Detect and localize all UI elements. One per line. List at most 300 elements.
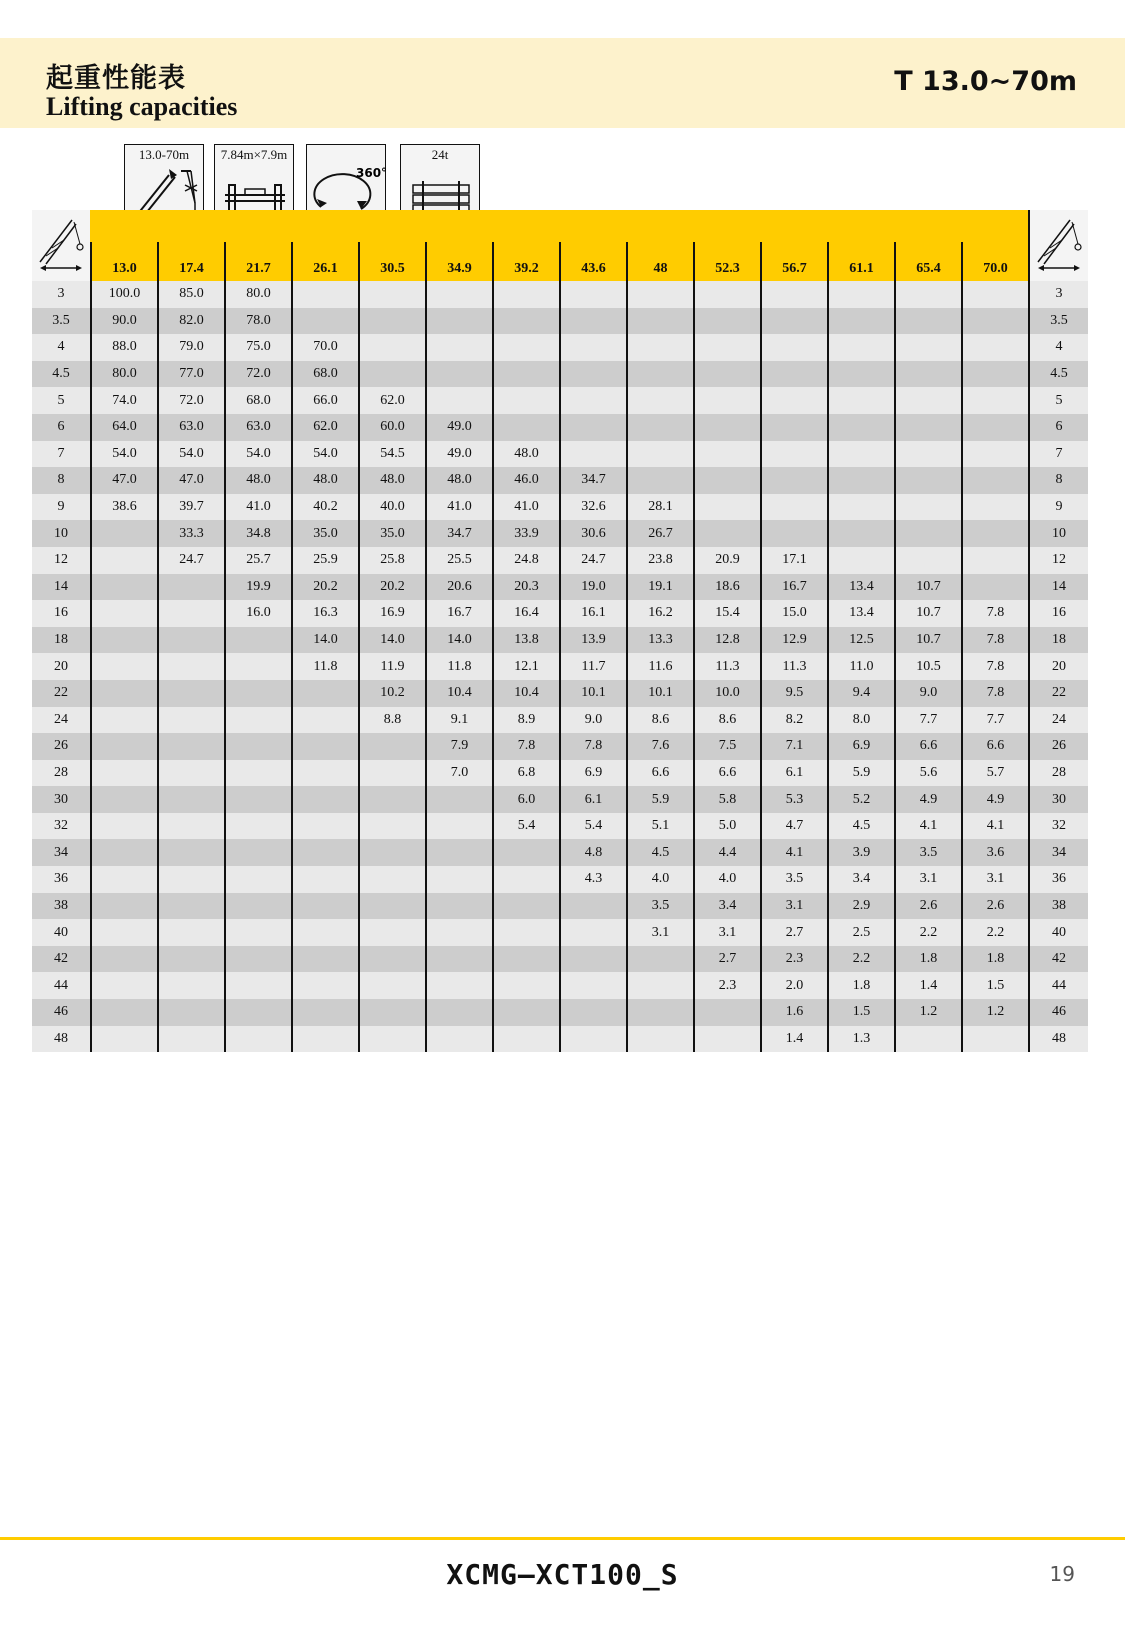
capacity-cell <box>627 361 694 388</box>
capacity-cell <box>426 361 493 388</box>
table-row <box>32 733 1088 760</box>
radius-cell: 42 <box>32 946 91 973</box>
capacity-cell: 4.0 <box>694 866 761 893</box>
capacity-cell: 11.3 <box>694 653 761 680</box>
capacity-cell: 2.3 <box>694 972 761 999</box>
capacity-cell: 9.5 <box>761 680 828 707</box>
table-row <box>32 866 1088 893</box>
capacity-cell: 49.0 <box>426 414 493 441</box>
capacity-cell <box>761 467 828 494</box>
capacity-cell <box>359 281 426 308</box>
capacity-cell: 24.7 <box>560 547 627 574</box>
capacity-cell: 33.9 <box>493 520 560 547</box>
capacity-cell: 5.8 <box>694 786 761 813</box>
capacity-cell <box>292 839 359 866</box>
capacity-cell <box>560 414 627 441</box>
radius-cell: 26 <box>32 733 91 760</box>
capacity-cell: 47.0 <box>91 467 158 494</box>
capacity-cell: 74.0 <box>91 387 158 414</box>
table-row <box>32 760 1088 787</box>
radius-cell: 3 <box>1029 281 1088 308</box>
capacity-cell: 11.9 <box>359 653 426 680</box>
capacity-cell <box>292 919 359 946</box>
boom-length-label: 13.0-70m <box>138 147 190 162</box>
capacity-cell <box>91 999 158 1026</box>
capacity-cell <box>493 361 560 388</box>
capacity-cell: 7.8 <box>962 680 1029 707</box>
capacity-cell: 17.1 <box>761 547 828 574</box>
capacity-cell: 1.3 <box>828 1026 895 1053</box>
capacity-cell: 8.0 <box>828 707 895 734</box>
capacity-cell: 2.2 <box>962 919 1029 946</box>
capacity-cell <box>91 972 158 999</box>
capacity-cell <box>761 414 828 441</box>
capacity-cell: 14.0 <box>292 627 359 654</box>
capacity-cell <box>158 786 225 813</box>
capacity-cell: 4.4 <box>694 839 761 866</box>
table-row <box>32 467 1088 494</box>
capacity-cell <box>627 1026 694 1053</box>
boom-length-header: 65.4 <box>895 210 962 281</box>
capacity-cell <box>359 893 426 920</box>
table-row <box>32 653 1088 680</box>
table-row <box>32 813 1088 840</box>
capacity-cell: 4.5 <box>828 813 895 840</box>
capacity-cell <box>359 839 426 866</box>
radius-cell: 7 <box>1029 441 1088 468</box>
capacity-cell <box>426 946 493 973</box>
capacity-cell: 10.1 <box>627 680 694 707</box>
capacity-cell <box>828 387 895 414</box>
capacity-cell <box>493 1026 560 1053</box>
capacity-cell: 54.0 <box>292 441 359 468</box>
slewing-label: 360° <box>356 166 387 180</box>
capacity-cell <box>895 361 962 388</box>
capacity-cell: 12.9 <box>761 627 828 654</box>
boom-length-header: 52.3 <box>694 210 761 281</box>
radius-cell: 40 <box>1029 919 1088 946</box>
table-row <box>32 999 1088 1026</box>
capacity-cell: 2.3 <box>761 946 828 973</box>
capacity-cell <box>292 680 359 707</box>
capacity-cell: 90.0 <box>91 308 158 335</box>
capacity-cell: 11.3 <box>761 653 828 680</box>
capacity-cell <box>694 441 761 468</box>
capacity-cell: 48.0 <box>292 467 359 494</box>
capacity-cell <box>895 281 962 308</box>
page-number: 19 <box>1049 1562 1075 1586</box>
capacity-cell <box>426 786 493 813</box>
capacity-cell <box>694 414 761 441</box>
capacity-cell <box>493 387 560 414</box>
radius-cell: 30 <box>1029 786 1088 813</box>
capacity-cell <box>962 361 1029 388</box>
radius-cell: 26 <box>1029 733 1088 760</box>
capacity-cell: 3.5 <box>895 839 962 866</box>
capacity-cell <box>828 494 895 521</box>
capacity-cell: 4.9 <box>962 786 1029 813</box>
capacity-cell: 5.6 <box>895 760 962 787</box>
capacity-cell <box>694 1026 761 1053</box>
capacity-cell: 64.0 <box>91 414 158 441</box>
capacity-cell <box>225 760 292 787</box>
radius-cell: 18 <box>32 627 91 654</box>
capacity-cell: 3.1 <box>895 866 962 893</box>
capacity-cell: 2.2 <box>828 946 895 973</box>
capacity-cell: 34.7 <box>426 520 493 547</box>
capacity-cell: 63.0 <box>225 414 292 441</box>
capacity-cell <box>426 281 493 308</box>
capacity-cell: 16.7 <box>761 574 828 601</box>
capacity-cell: 54.0 <box>225 441 292 468</box>
capacity-cell: 54.5 <box>359 441 426 468</box>
capacity-cell <box>895 494 962 521</box>
capacity-cell <box>627 334 694 361</box>
capacity-cell: 82.0 <box>158 308 225 335</box>
capacity-cell <box>627 281 694 308</box>
capacity-cell <box>158 653 225 680</box>
capacity-cell: 10.4 <box>426 680 493 707</box>
capacity-cell <box>359 760 426 787</box>
boom-length-header: 39.2 <box>493 210 560 281</box>
capacity-cell: 24.8 <box>493 547 560 574</box>
radius-cell: 14 <box>1029 574 1088 601</box>
capacity-cell <box>560 893 627 920</box>
radius-cell: 48 <box>32 1026 91 1053</box>
capacity-cell: 18.6 <box>694 574 761 601</box>
capacity-cell: 39.7 <box>158 494 225 521</box>
capacity-cell <box>560 919 627 946</box>
capacity-cell <box>91 813 158 840</box>
radius-cell: 12 <box>1029 547 1088 574</box>
capacity-cell <box>225 839 292 866</box>
boom-length-header: 17.4 <box>158 210 225 281</box>
capacity-cell: 7.0 <box>426 760 493 787</box>
crane-radius-icon <box>32 210 90 272</box>
capacity-cell <box>225 813 292 840</box>
footer-model-name: XCMG—XCT100_S <box>446 1558 679 1591</box>
capacity-cell <box>627 467 694 494</box>
capacity-cell: 4.0 <box>627 866 694 893</box>
capacity-cell <box>560 361 627 388</box>
capacity-cell <box>426 1026 493 1053</box>
capacity-cell <box>962 574 1029 601</box>
capacity-cell: 1.8 <box>828 972 895 999</box>
capacity-cell <box>91 839 158 866</box>
capacity-cell: 6.9 <box>560 760 627 787</box>
capacity-cell: 2.9 <box>828 893 895 920</box>
table-row <box>32 494 1088 521</box>
capacity-cell <box>225 627 292 654</box>
table-row <box>32 946 1088 973</box>
capacity-cell: 2.5 <box>828 919 895 946</box>
table-row <box>32 547 1088 574</box>
capacity-cell: 75.0 <box>225 334 292 361</box>
capacity-cell: 20.3 <box>493 574 560 601</box>
capacity-cell <box>225 919 292 946</box>
capacity-cell <box>426 893 493 920</box>
capacity-cell <box>225 999 292 1026</box>
capacity-cell <box>225 866 292 893</box>
capacity-cell: 6.6 <box>694 760 761 787</box>
capacity-cell: 11.8 <box>292 653 359 680</box>
capacity-cell: 2.6 <box>962 893 1029 920</box>
radius-cell: 4 <box>32 334 91 361</box>
capacity-cell: 12.8 <box>694 627 761 654</box>
radius-cell: 34 <box>32 839 91 866</box>
capacity-cell <box>91 893 158 920</box>
capacity-cell: 5.0 <box>694 813 761 840</box>
capacity-cell: 7.7 <box>895 707 962 734</box>
capacity-cell <box>292 733 359 760</box>
radius-cell: 8 <box>32 467 91 494</box>
capacity-cell: 48.0 <box>225 467 292 494</box>
capacity-cell: 20.2 <box>292 574 359 601</box>
capacity-cell <box>91 946 158 973</box>
capacity-cell: 30.6 <box>560 520 627 547</box>
capacity-cell <box>694 308 761 335</box>
capacity-cell <box>828 281 895 308</box>
capacity-cell <box>694 520 761 547</box>
radius-cell: 6 <box>1029 414 1088 441</box>
capacity-cell <box>158 627 225 654</box>
capacity-cell: 7.5 <box>694 733 761 760</box>
capacity-cell <box>426 839 493 866</box>
capacity-cell <box>91 547 158 574</box>
capacity-cell: 72.0 <box>158 387 225 414</box>
capacity-cell <box>158 600 225 627</box>
radius-cell: 7 <box>32 441 91 468</box>
radius-cell: 4.5 <box>1029 361 1088 388</box>
capacity-cell: 16.4 <box>493 600 560 627</box>
boom-length-header: 30.5 <box>359 210 426 281</box>
capacity-cell: 46.0 <box>493 467 560 494</box>
capacity-cell: 3.1 <box>962 866 1029 893</box>
capacity-cell: 5.4 <box>493 813 560 840</box>
table-row <box>32 972 1088 999</box>
capacity-cell <box>292 308 359 335</box>
capacity-cell <box>493 893 560 920</box>
table-row <box>32 574 1088 601</box>
capacity-cell <box>359 999 426 1026</box>
capacity-cell: 62.0 <box>292 414 359 441</box>
capacity-cell: 60.0 <box>359 414 426 441</box>
capacity-cell: 5.1 <box>627 813 694 840</box>
capacity-cell: 35.0 <box>359 520 426 547</box>
capacity-cell: 19.0 <box>560 574 627 601</box>
capacity-cell: 62.0 <box>359 387 426 414</box>
capacity-cell <box>493 414 560 441</box>
capacity-cell <box>225 893 292 920</box>
outrigger-span-label: 7.84m×7.9m <box>220 147 288 162</box>
capacity-cell: 3.5 <box>627 893 694 920</box>
capacity-cell: 6.6 <box>627 760 694 787</box>
capacity-cell <box>895 414 962 441</box>
capacity-cell: 3.6 <box>962 839 1029 866</box>
capacity-cell <box>225 733 292 760</box>
capacity-cell <box>158 760 225 787</box>
capacity-cell: 10.5 <box>895 653 962 680</box>
capacity-cell <box>91 919 158 946</box>
capacity-cell <box>828 547 895 574</box>
radius-cell: 28 <box>1029 760 1088 787</box>
radius-cell: 5 <box>32 387 91 414</box>
capacity-cell: 49.0 <box>426 441 493 468</box>
capacity-cell: 66.0 <box>292 387 359 414</box>
capacity-cell: 2.0 <box>761 972 828 999</box>
boom-length-header: 43.6 <box>560 210 627 281</box>
capacity-cell: 6.9 <box>828 733 895 760</box>
radius-cell: 10 <box>32 520 91 547</box>
capacity-cell: 47.0 <box>158 467 225 494</box>
capacity-cell <box>560 308 627 335</box>
capacity-cell: 8.6 <box>694 707 761 734</box>
capacity-cell: 11.7 <box>560 653 627 680</box>
capacity-cell <box>828 414 895 441</box>
capacity-cell <box>761 361 828 388</box>
capacity-cell: 20.2 <box>359 574 426 601</box>
capacity-cell: 33.3 <box>158 520 225 547</box>
capacity-cell: 3.5 <box>761 866 828 893</box>
capacity-cell <box>694 281 761 308</box>
capacity-cell: 25.5 <box>426 547 493 574</box>
capacity-cell <box>493 919 560 946</box>
capacity-cell <box>560 281 627 308</box>
capacity-cell <box>158 1026 225 1053</box>
capacity-cell: 13.4 <box>828 574 895 601</box>
radius-cell: 38 <box>32 893 91 920</box>
capacity-cell: 10.1 <box>560 680 627 707</box>
capacity-cell <box>962 387 1029 414</box>
capacity-cell <box>292 281 359 308</box>
capacity-cell <box>359 786 426 813</box>
capacity-cell <box>91 653 158 680</box>
capacity-cell: 3.4 <box>694 893 761 920</box>
capacity-cell <box>962 414 1029 441</box>
capacity-cell <box>560 972 627 999</box>
table-row <box>32 1026 1088 1053</box>
capacity-cell: 4.8 <box>560 839 627 866</box>
capacity-cell <box>359 308 426 335</box>
capacity-cell: 80.0 <box>91 361 158 388</box>
capacity-cell: 20.9 <box>694 547 761 574</box>
capacity-cell <box>225 1026 292 1053</box>
capacity-cell <box>560 1026 627 1053</box>
capacity-cell <box>962 547 1029 574</box>
capacity-cell <box>292 707 359 734</box>
capacity-cell: 80.0 <box>225 281 292 308</box>
capacity-cell <box>828 334 895 361</box>
capacity-cell <box>91 760 158 787</box>
capacity-cell <box>91 733 158 760</box>
capacity-cell <box>962 494 1029 521</box>
capacity-cell <box>426 919 493 946</box>
capacity-cell: 8.8 <box>359 707 426 734</box>
capacity-cell <box>962 308 1029 335</box>
capacity-cell: 15.0 <box>761 600 828 627</box>
radius-cell: 32 <box>32 813 91 840</box>
capacity-cell: 3.4 <box>828 866 895 893</box>
capacity-cell <box>962 1026 1029 1053</box>
table-row <box>32 414 1088 441</box>
capacity-cell <box>292 972 359 999</box>
capacity-cell: 1.2 <box>962 999 1029 1026</box>
radius-cell: 3.5 <box>32 308 91 335</box>
capacity-cell: 7.8 <box>962 653 1029 680</box>
capacity-cell: 20.6 <box>426 574 493 601</box>
capacity-cell <box>225 786 292 813</box>
radius-header-right <box>1029 210 1088 281</box>
radius-cell: 20 <box>32 653 91 680</box>
capacity-cell: 7.7 <box>962 707 1029 734</box>
capacity-cell: 24.7 <box>158 547 225 574</box>
capacity-cell: 16.3 <box>292 600 359 627</box>
capacity-cell: 3.1 <box>627 919 694 946</box>
table-row <box>32 627 1088 654</box>
capacity-cell: 6.6 <box>962 733 1029 760</box>
capacity-cell: 6.1 <box>761 760 828 787</box>
capacity-cell: 1.6 <box>761 999 828 1026</box>
capacity-cell: 1.2 <box>895 999 962 1026</box>
radius-cell: 38 <box>1029 893 1088 920</box>
capacity-cell <box>895 520 962 547</box>
capacity-cell <box>292 1026 359 1053</box>
lifting-capacity-table <box>32 210 1088 1052</box>
capacity-cell <box>292 760 359 787</box>
capacity-cell <box>761 441 828 468</box>
table-row <box>32 600 1088 627</box>
capacity-cell: 70.0 <box>292 334 359 361</box>
capacity-cell: 63.0 <box>158 414 225 441</box>
capacity-cell: 2.7 <box>761 919 828 946</box>
boom-configuration-label: T 13.0~70m <box>894 66 1077 97</box>
capacity-cell: 6.0 <box>493 786 560 813</box>
table-row <box>32 387 1088 414</box>
radius-cell: 30 <box>32 786 91 813</box>
table-row <box>32 520 1088 547</box>
capacity-cell <box>493 334 560 361</box>
radius-cell: 42 <box>1029 946 1088 973</box>
capacity-cell <box>91 574 158 601</box>
boom-length-header: 21.7 <box>225 210 292 281</box>
capacity-cell: 7.8 <box>493 733 560 760</box>
capacity-cell <box>761 281 828 308</box>
capacity-cell: 4.9 <box>895 786 962 813</box>
radius-header-left <box>32 210 91 281</box>
crane-radius-icon <box>1030 210 1088 272</box>
capacity-cell <box>359 972 426 999</box>
capacity-cell <box>91 520 158 547</box>
radius-cell: 36 <box>1029 866 1088 893</box>
capacity-cell: 8.6 <box>627 707 694 734</box>
table-row <box>32 441 1088 468</box>
capacity-cell: 14.0 <box>426 627 493 654</box>
capacity-cell: 35.0 <box>292 520 359 547</box>
capacity-cell: 54.0 <box>91 441 158 468</box>
capacity-cell: 6.8 <box>493 760 560 787</box>
capacity-cell <box>560 946 627 973</box>
capacity-cell <box>158 813 225 840</box>
capacity-cell <box>761 308 828 335</box>
radius-cell: 8 <box>1029 467 1088 494</box>
capacity-cell <box>359 361 426 388</box>
table-row <box>32 919 1088 946</box>
capacity-cell <box>158 999 225 1026</box>
radius-cell: 44 <box>1029 972 1088 999</box>
radius-cell: 4.5 <box>32 361 91 388</box>
boom-length-header: 48 <box>627 210 694 281</box>
capacity-cell: 8.9 <box>493 707 560 734</box>
